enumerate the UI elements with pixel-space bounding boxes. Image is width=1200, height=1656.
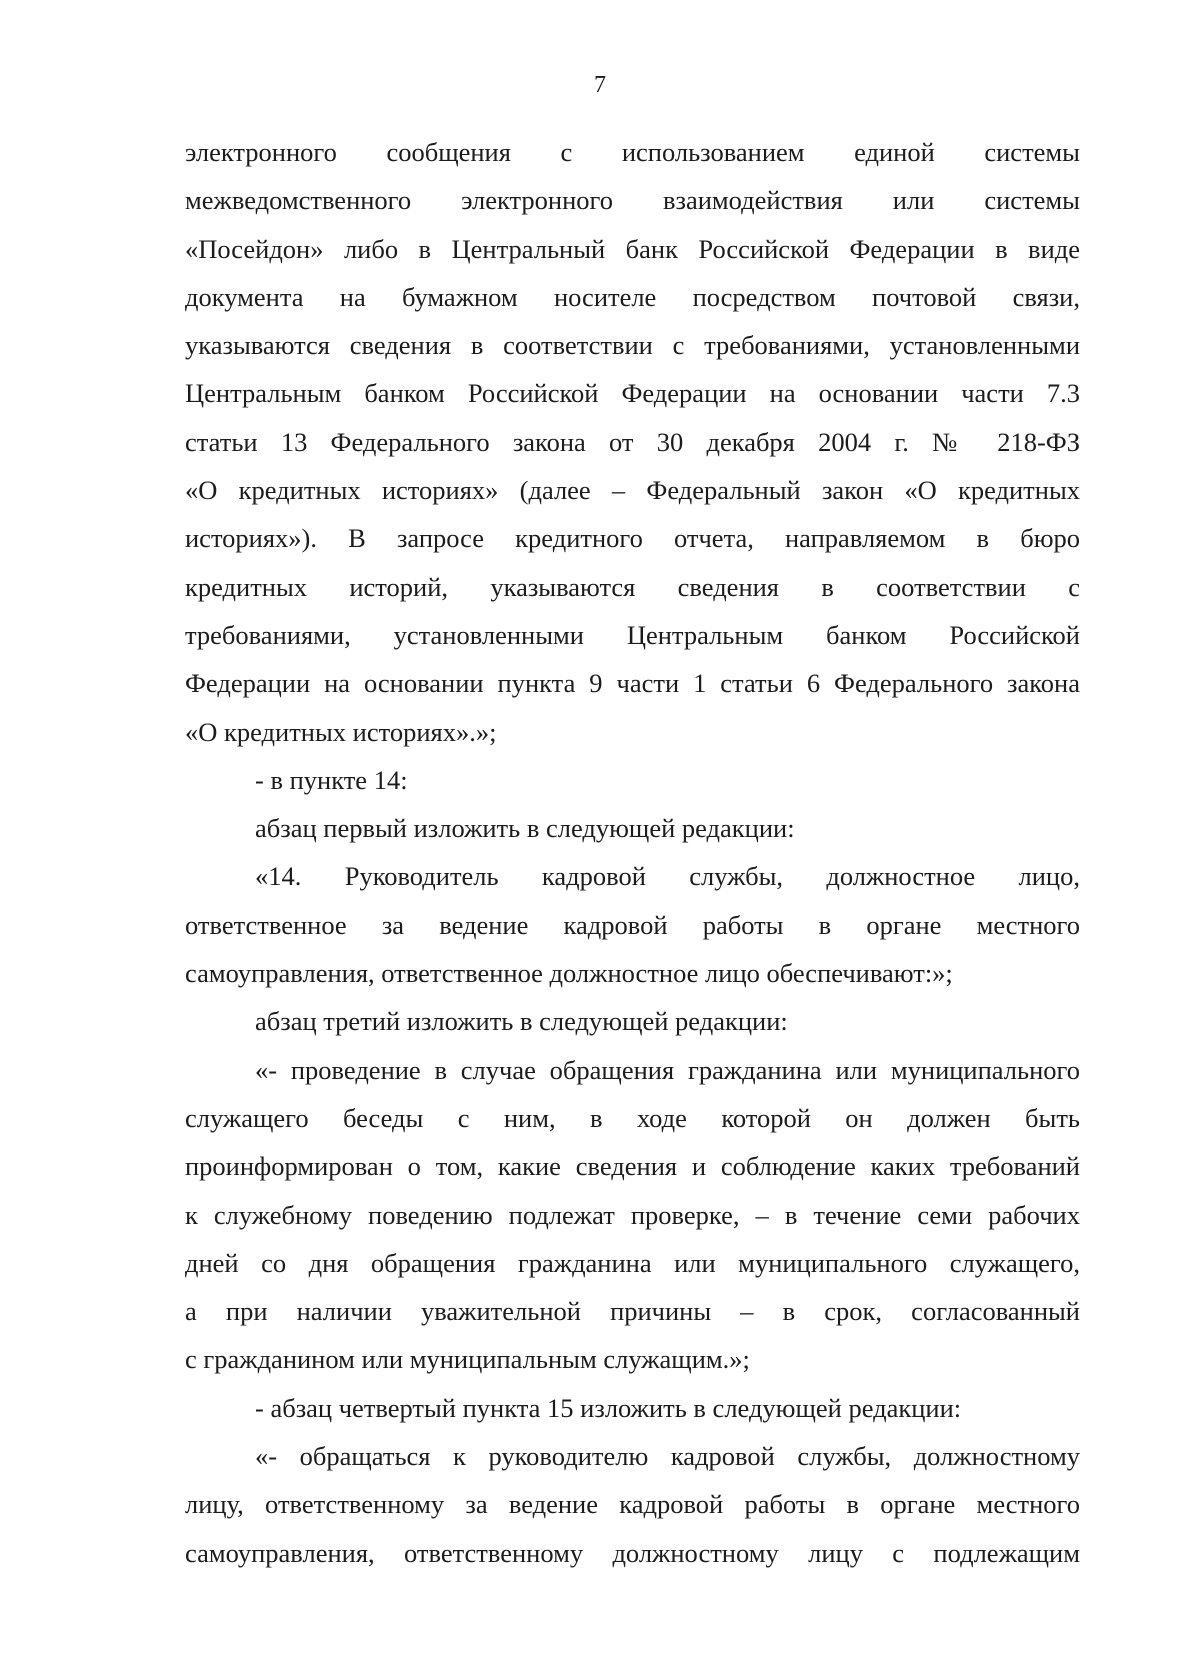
text-line: ответственное за ведение кадровой работы в органе местного xyxy=(185,909,1080,940)
text-line: межведомственного электронного взаимодействия или системы xyxy=(185,185,1080,216)
text-line: Центральным банком Российской Федерации на основании части 7.3 xyxy=(185,378,1080,409)
text-line: к служебному поведению подлежат проверке, – в течение семи рабочих xyxy=(185,1199,1080,1230)
text-line: статьи 13 Федерального закона от 30 декабря 2004 г. № 218-ФЗ xyxy=(185,426,1080,457)
text-line: с гражданином или муниципальным служащим.»; xyxy=(185,1344,750,1375)
text-line: документа на бумажном носителе посредством почтовой связи, xyxy=(185,281,1080,312)
text-line: «О кредитных историях».»; xyxy=(185,716,497,747)
text-line: абзац третий изложить в следующей редакции: xyxy=(255,1006,788,1037)
text-line: «О кредитных историях» (далее – Федеральный закон «О кредитных xyxy=(185,475,1080,506)
text-line: «- обращаться к руководителю кадровой службы, должностному xyxy=(255,1441,1080,1472)
text-line: «- проведение в случае обращения гражданина или муниципального xyxy=(255,1054,1080,1085)
text-line: самоуправления, ответственное должностное лицо обеспечивают:»; xyxy=(185,958,953,989)
text-line: - абзац четвертый пункта 15 изложить в следующей редакции: xyxy=(255,1392,962,1423)
text-line: служащего беседы с ним, в ходе которой он должен быть xyxy=(185,1102,1080,1133)
text-line: указываются сведения в соответствии с требованиями, установленными xyxy=(185,330,1080,361)
text-line: «Посейдон» либо в Центральный банк Российской Федерации в виде xyxy=(185,233,1080,264)
text-line: самоуправления, ответственному должностному лицу с подлежащим xyxy=(185,1537,1080,1568)
document-body xyxy=(185,128,1080,1577)
text-line: лицу, ответственному за ведение кадровой работы в органе местного xyxy=(185,1489,1080,1520)
text-line: требованиями, установленными Центральным банком Российской xyxy=(185,619,1080,650)
text-line: Федерации на основании пункта 9 части 1 статьи 6 Федерального закона xyxy=(185,668,1080,699)
text-line: электронного сообщения с использованием единой системы xyxy=(185,137,1080,167)
text-line: а при наличии уважительной причины – в срок, согласованный xyxy=(185,1296,1080,1327)
text-line: - в пункте 14: xyxy=(255,764,408,795)
text-line: «14. Руководитель кадровой службы, должностное лицо, xyxy=(255,861,1080,892)
text-line: проинформирован о том, какие сведения и соблюдение каких требований xyxy=(185,1151,1080,1182)
text-line: дней со дня обращения гражданина или муниципального служащего, xyxy=(185,1247,1080,1278)
text-line: абзац первый изложить в следующей редакции: xyxy=(255,813,795,844)
page-number: 7 xyxy=(594,72,606,98)
text-line: кредитных историй, указываются сведения в соответствии с xyxy=(185,571,1080,602)
text-line: историях»). В запросе кредитного отчета, направляемом в бюро xyxy=(185,523,1080,554)
